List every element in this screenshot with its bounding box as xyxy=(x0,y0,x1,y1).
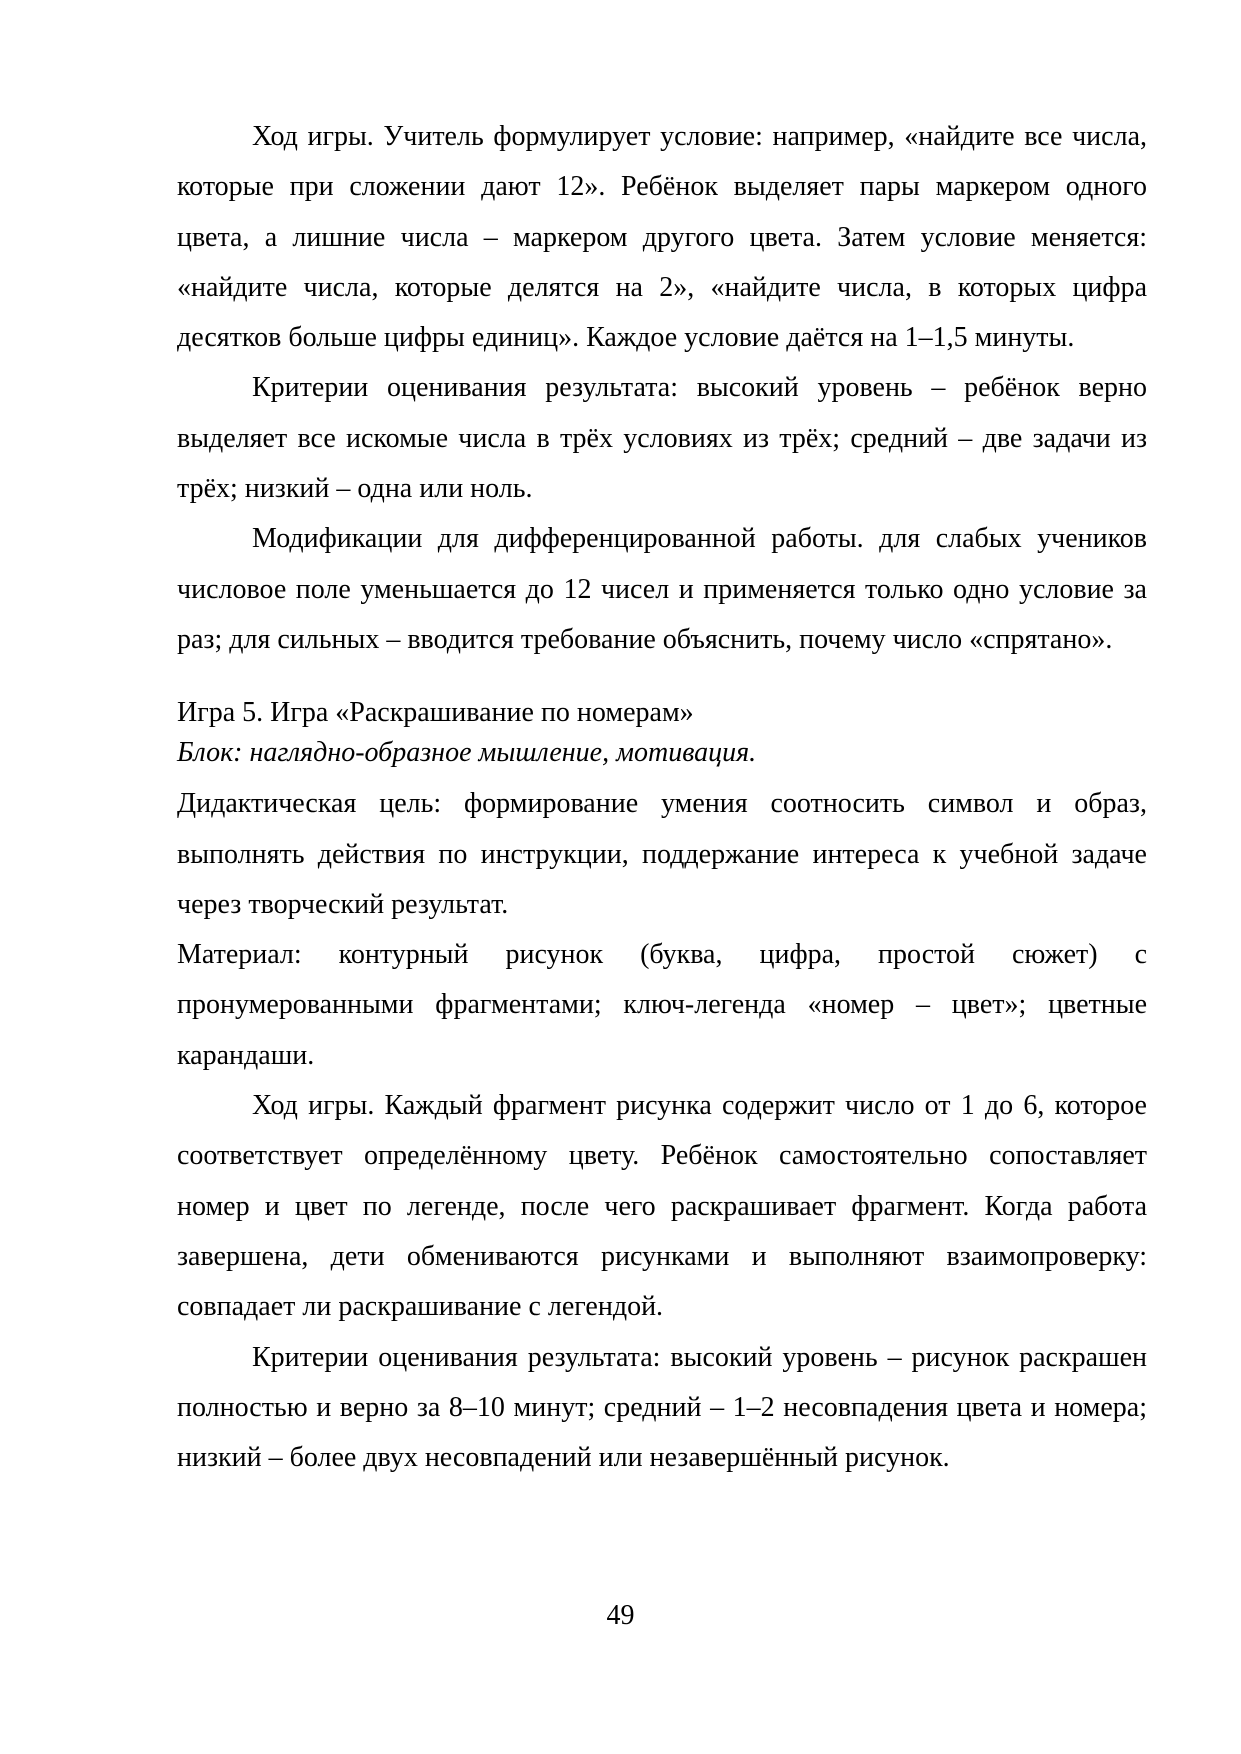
material-paragraph: Материал: контурный рисунок (буква, цифра, простой сюжет) с пронумерованными фрагментами; ключ-легенда «номер – цвет»; цветные карандаши. xyxy=(177,939,1147,1071)
block-line: Блок: наглядно-образное мышление, мотивация. xyxy=(177,737,757,769)
modifications-paragraph: Модификации для дифференцированной работы. для слабых учеников числовое поле уменьшается до 12 чисел и применяется только одно условие за раз; для сильных – вводится требование объяснить, почему число «спрятано». xyxy=(177,523,1147,655)
evaluation-criteria-paragraph: Критерии оценивания результата: высокий уровень – ребёнок верно выделяет все искомые числа в трёх условиях из трёх; средний – две задачи из трёх; низкий – одна или ноль. xyxy=(177,372,1147,505)
game-title: Игра 5. Игра «Раскрашивание по номерам» xyxy=(177,697,694,729)
didactic-goal-paragraph: Дидактическая цель: формирование умения соотносить символ и образ, выполнять действия по инструкции, поддержание интереса к учебной задаче через творческий результат. xyxy=(177,788,1147,920)
evaluation-criteria-paragraph-2: Критерии оценивания результата: высокий уровень – рисунок раскрашен полностью и верно за 8–10 минут; средний – 1–2 несовпадения цвета и номера; низкий – более двух несовпадений или незавершённый рисунок. xyxy=(177,1341,1147,1474)
body-text xyxy=(177,112,1147,1483)
game-procedure-paragraph-2: Ход игры. Каждый фрагмент рисунка содержит число от 1 до 6, которое соответствует определённому цвету. Ребёнок самостоятельно сопоставляет номер и цвет по легенде, после чего раскрашивает фрагмент. Когда работа завершена, дети обмениваются рисунками и выполняют взаимопроверку: совпадает ли раскрашивание с легендой. xyxy=(177,1090,1147,1323)
game-procedure-paragraph: Ход игры. Учитель формулирует условие: например, «найдите все числа, которые при сложении дают 12». Ребёнок выделяет пары маркером одного цвета, а лишние числа – маркером другого цвета. Затем условие меняется: «найдите числа, которые делятся на 2», «найдите числа, в которых цифра десятков больше цифры единиц». Каждое условие даётся на 1–1,5 минуты. xyxy=(177,121,1147,354)
page-number: 49 xyxy=(606,1600,635,1631)
